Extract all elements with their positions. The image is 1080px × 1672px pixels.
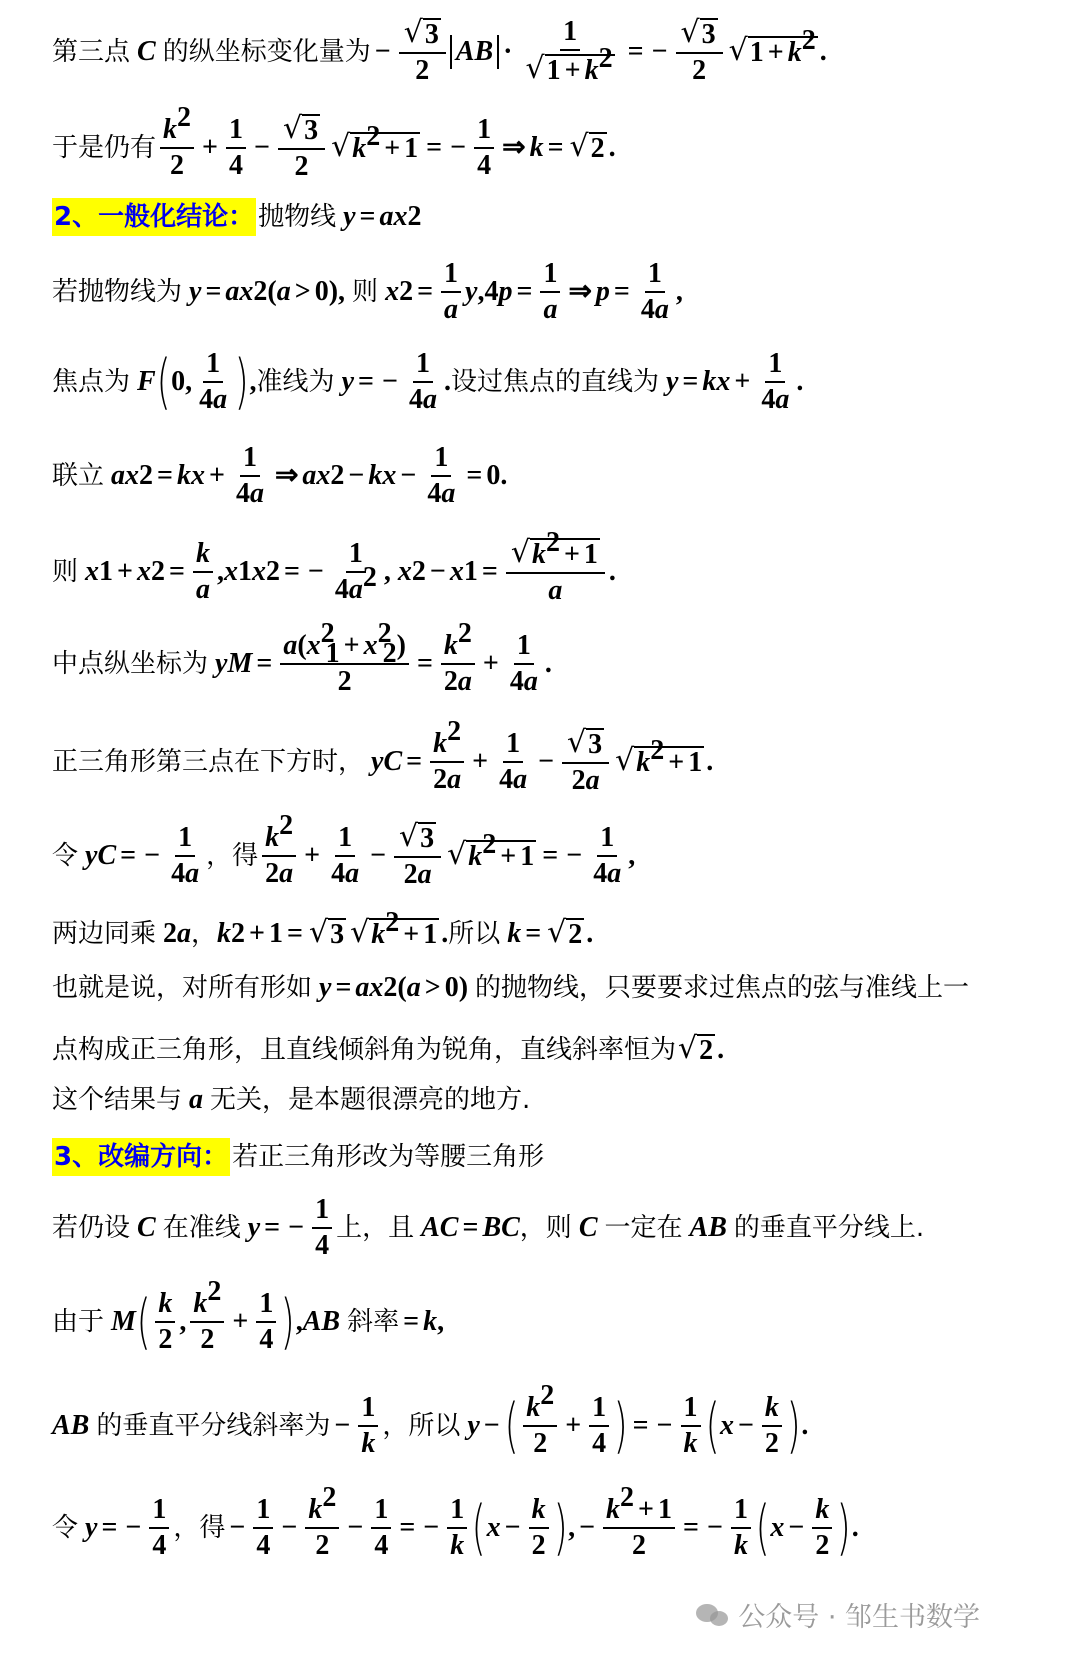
line-13-text: 点构成正三角形，且直线倾斜角为锐角，直线斜率恒为 [52,1034,677,1065]
line-4-text: 若抛物线为 [52,277,183,307]
watermark [696,1595,980,1634]
line-7: 则 x 1 + x 2 = $\frac{k}{a}$ , x 1 x 2 = − $\frac{1}{4a^2}$ , x 2 − x 1 = √ $k^2 + 1$ a . [52,527,616,606]
line-8-text: 中点纵坐标为 [52,649,209,679]
line-11-text: 两边同乘 [52,918,157,949]
point-c: C [130,35,163,67]
line-9-text: 正三角形第三点在下方时， [52,746,365,777]
line-10: 令 y C = − $\frac{1}{4a}$ ，得 $\frac{k^2}{2a}$ + $\frac{1}{4a}$ − √ 3 2a √ $k^2 + 1$ = − $\frac{1}{4a}$ , [52,809,636,890]
fraction: √ 3 2 [399,18,446,85]
watermark-text: 公众号 · 邹生书数学 [738,1602,980,1633]
line-1-text: 第三点 [52,36,131,67]
line-5-directrix: 准线为 [256,367,335,397]
line-16: 若仍设 C 在准线 y = − $\frac{1}{4}$ 上，且 AC = BC ，则 C 一定在 AB 的垂直平分线上. [52,1194,925,1261]
section-heading-3 [52,1138,1062,1176]
line-12-text: 也就是说，对所有形如 [52,973,313,1003]
line-10-get: ，得 [206,840,259,871]
line-2-text: 于是仍有 [52,132,157,163]
fraction: 1 √ $1 + k^2$ [525,16,613,86]
line-16-text3: 上，且 [336,1213,415,1243]
line-5: 焦点为 F ( 0, $\frac{1}{4a}$ ) , 准线为 y = − $\frac{1}{4a}$ . 设过焦点的直线为 y = kx + $\frac{1}{4a}$ . [52,347,804,417]
line-16-text4: ，则 [519,1213,572,1243]
abs-ab: AB [450,35,499,69]
heading-text: 抛物线 [258,202,337,232]
line-6: 联立 ax 2 = kx + $\frac{1}{4a}$ ⇒ ax 2 − kx − $\frac{1}{4a}$ = 0. [52,442,508,509]
line-18-so: ，所以 [382,1411,461,1441]
wechat-icon [696,1602,730,1628]
line-14-text: 这个结果与 [52,1085,183,1115]
line-19-text: 令 [52,1513,79,1543]
line-17: 由于 M ( $\frac{k}{2}$ , $\frac{k^2}{2}$ + $\frac{1}{4}$ ) , AB 斜率 = k , [52,1276,445,1357]
line-18: AB 的垂直平分线斜率为 − $\frac{1}{k}$ ，所以 y − ( $\frac{k^2}{2}$ + $\frac{1}{4}$ ) = − $\frac{1}{k}$ ( x − $\frac{k}{2}$ ) . [52,1380,809,1461]
line-2: 于是仍有 $\frac{k^2}{2}$ + $\frac{1}{4}$ − √ 3 2 √ $k^2 + 1$ = − $\frac{1}{4}$ ⇒ k = √ 2 . [52,101,616,182]
line-13: 点构成正三角形，且直线倾斜角为锐角，直线斜率恒为 √ 2 . [52,1031,725,1066]
line-16-text5: 一定在 [604,1213,683,1243]
heading-text: 若正三角形改为等腰三角形 [232,1142,545,1172]
fraction: √ 3 2 [676,18,723,85]
line-1: 第三点 C 的纵坐标变化量为 − √ 3 2 AB · 1 √ $1 + k^2$ = − √ 3 2 √ $1 + k^2$ . [52,15,827,86]
line-10-text: 令 [52,840,79,871]
section-heading-2: 2、一般化结论： 抛物线 y = ax 2 [52,198,1062,236]
line-9: 正三角形第三点在下方时， y C = $\frac{k^2}{2a}$ + $\frac{1}{4a}$ − √ 3 2a √ $k^2 + 1$ . [52,715,714,796]
line-18-text: 的垂直平分线斜率为 [96,1411,331,1441]
heading-label: 3、改编方向： [52,1138,230,1176]
line-12: 也就是说，对所有形如 y = ax 2 ( a > 0) 的抛物线，只要要求过焦点的弦与准线上一 [52,972,970,1003]
line-4-then: 则 [352,277,379,307]
line-16-text2: 在准线 [162,1213,241,1243]
line-8: 中点纵坐标为 y M = $\frac{a(x^2_1 + x^2_2)}{2}$ = $\frac{k^2}{2a}$ + $\frac{1}{4a}$ . [52,618,552,697]
heading-label: 2、一般化结论： [52,198,256,236]
line-6-text: 联立 [52,461,105,491]
line-16-text6: 的垂直平分线上. [733,1213,925,1243]
line-14-text2: 无关，是本题很漂亮的地方. [210,1085,531,1115]
line-17-text2: 斜率 [347,1307,400,1337]
line-11: 两边同乘 2 a ， k 2 + 1 = √ 3 √ $k^2 + 1$ . 所以 k = √ 2 . [52,907,594,950]
line-17-text: 由于 [52,1307,105,1337]
line-7-text: 则 [52,556,79,587]
line-14: 这个结果与 a 无关，是本题很漂亮的地方. [52,1084,531,1115]
line-4: 若抛物线为 y = ax 2 ( a > 0), 则 x 2 = $\frac{1}{a}$ y ,4 p = $\frac{1}{a}$ ⇒ p = $\frac{1}{4a}$ , [52,258,683,325]
line-5-line: 设过焦点的直线为 [450,367,659,397]
line-19-get: ，得 [173,1513,226,1543]
line-19: 令 y = − $\frac{1}{4}$ ，得 − $\frac{1}{4}$ − $\frac{k^2}{2}$ − $\frac{1}{4}$ = − $\frac{1}{k}$ ( x − $\frac{k}{2}$ ) , − $\frac{k^2 + 1}{2}$ = − $\frac{1}{k}$ ( x − $\frac{k}{2}$ ) . [52,1482,859,1563]
line-1-text2: 的纵坐标变化量为 [162,36,371,67]
line-5-focus: 焦点为 [52,367,131,397]
line-12-text2: 的抛物线，只要要求过焦点的弦与准线上一 [475,973,970,1003]
line-16-text: 若仍设 [52,1213,131,1243]
line-11-so: 所以 [448,918,501,949]
